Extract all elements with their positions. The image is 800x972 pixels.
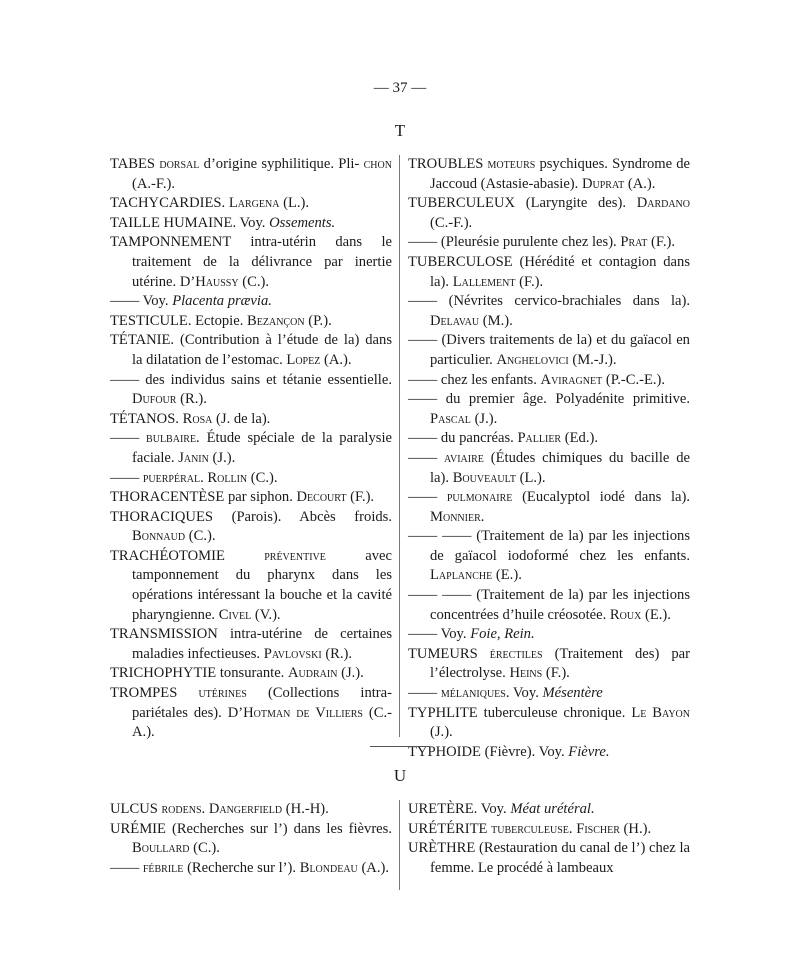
- entry-term: TYPHLITE: [408, 704, 478, 721]
- index-entry: [408, 449, 690, 488]
- entry-tail: (E.).: [644, 606, 671, 623]
- entry-author: Pascal: [430, 410, 471, 427]
- entry-rest: (Hérédité et contagion dans la).: [430, 253, 690, 290]
- entry-author: Duprat: [581, 175, 625, 192]
- entry-tail: (J.).: [474, 410, 498, 427]
- index-entry: [110, 312, 392, 332]
- index-entry: [110, 547, 392, 625]
- entry-term: TUMEURS: [408, 645, 478, 662]
- entry-term: ——: [408, 626, 438, 643]
- entry-italic: Ossements.: [269, 214, 336, 231]
- entry-italic: Placenta prævia.: [172, 293, 272, 310]
- entry-author: Monnier.: [430, 508, 485, 525]
- index-entry: [408, 155, 690, 194]
- entry-term: —— ——: [408, 587, 472, 604]
- entry-term: ——: [110, 430, 140, 447]
- entry-term: ——: [408, 391, 438, 408]
- entry-tail: (Ed.).: [564, 430, 598, 447]
- index-entry: [110, 859, 392, 879]
- index-entry: [110, 508, 392, 547]
- index-entry: [408, 429, 690, 449]
- entry-author: D’Hotman de Villiers: [227, 704, 363, 721]
- entry-author: Lopez: [286, 351, 321, 368]
- entry-rest: (Traitement de la) par les injections concentrées d’huile créosotée.: [430, 587, 690, 623]
- entry-author: Prat: [620, 234, 648, 251]
- entry-term: ——: [110, 859, 140, 876]
- entry-author: Roux: [609, 606, 642, 623]
- entry-term: TYPHOIDE: [408, 743, 481, 760]
- entry-tail: (A.-F.).: [132, 175, 176, 192]
- entry-author: Audrain: [287, 665, 338, 682]
- entry-author: Dardano: [636, 195, 691, 212]
- index-entry: [408, 704, 690, 743]
- entry-tail: (M.-J.).: [572, 351, 617, 368]
- index-entry: [110, 469, 392, 489]
- entry-rest: (Traitement de la) par les injections de gaïacol iodoformé chez les enfants.: [430, 528, 690, 564]
- entry-rest: intra-utérin dans le traitement de la délivrance par inertie utérine.: [132, 234, 392, 290]
- entry-small: pulmonaire: [446, 489, 513, 506]
- index-entry: [408, 586, 690, 625]
- entry-rest: (Restauration du canal de l’) chez la femme. Le procédé à lambeaux: [430, 840, 690, 876]
- entry-small: mélaniques.: [440, 685, 510, 702]
- entry-rest: intra-utérine de certaines maladies infectieuses.: [132, 626, 393, 662]
- entry-author: Decourt: [296, 489, 347, 506]
- entry-tail: (J.).: [341, 665, 364, 682]
- index-entry: [110, 800, 392, 820]
- index-entry: [408, 527, 690, 586]
- index-entry: [110, 194, 392, 214]
- entry-term: TAILLE HUMAINE.: [110, 214, 237, 231]
- index-entry: [408, 743, 690, 763]
- entry-tail: (F.).: [545, 665, 570, 682]
- index-entry: [408, 820, 690, 840]
- entry-rest: (Fièvre). Voy.: [484, 743, 565, 760]
- index-entry: [110, 429, 392, 468]
- entry-tail: (C.).: [250, 469, 278, 486]
- entry-tail: (C.-A.).: [132, 704, 392, 741]
- entry-rest: Ectopie.: [195, 312, 244, 329]
- section-separator: [370, 746, 430, 747]
- entry-author: Heins: [509, 665, 543, 682]
- entry-rest: Étude spéciale de la paralysie faciale.: [132, 430, 392, 466]
- entry-term: ——: [408, 685, 438, 702]
- entry-small: puerpéral.: [142, 469, 204, 486]
- entry-rest: psychiques. Syndrome de Jaccoud (Astasie-abasie).: [430, 156, 690, 192]
- entry-term: ——: [110, 371, 140, 388]
- entry-term: TRICHOPHYTIE: [110, 665, 217, 682]
- section-u-left-column: [110, 800, 392, 878]
- entry-italic: Fièvre.: [568, 743, 610, 760]
- index-entry: [110, 155, 392, 194]
- index-entry: [110, 488, 392, 508]
- entry-term: TROUBLES: [408, 156, 484, 172]
- entry-term: TUBERCULOSE: [408, 253, 513, 270]
- entry-author: Boullard: [132, 840, 190, 857]
- entry-tail: (A.).: [627, 175, 656, 192]
- entry-rest: d’origine syphilitique. Pli-: [203, 156, 360, 172]
- entry-rest: chez les enfants.: [440, 371, 537, 388]
- entry-author: Dufour: [132, 391, 177, 408]
- entry-term: THORACIQUES: [110, 508, 213, 525]
- entry-term: TRACHÉOTOMIE: [110, 547, 225, 564]
- entry-tail: (F.).: [651, 234, 675, 251]
- entry-term: TACHYCARDIES.: [110, 195, 226, 212]
- section-t-left-column: [110, 155, 392, 743]
- entry-term: ——: [408, 234, 438, 251]
- entry-tail: (F.).: [519, 273, 544, 290]
- entry-term: URETÈRE.: [408, 801, 478, 817]
- entry-author: Aviragnet: [540, 371, 603, 388]
- entry-rest: des individus sains et tétanie essentielle.: [145, 371, 392, 388]
- entry-tail: (C.).: [242, 273, 269, 290]
- index-entry: [110, 233, 392, 292]
- entry-term: ULCUS: [110, 801, 158, 817]
- entry-tail: (C.).: [188, 528, 216, 545]
- entry-author: Le Bayon: [631, 704, 690, 721]
- entry-rest: Voy.: [142, 293, 169, 310]
- entry-author: Pallier: [517, 430, 562, 447]
- entry-small: dorsal: [159, 156, 200, 172]
- entry-author: Laplanche: [430, 567, 493, 584]
- entry-tail: (P.-C.-E.).: [605, 371, 666, 388]
- entry-rest: du premier âge. Polyadénite primitive.: [445, 391, 690, 408]
- entry-tail: (L.).: [283, 195, 310, 212]
- index-entry: [408, 253, 690, 292]
- column-divider: [399, 800, 400, 890]
- index-entry: [408, 292, 690, 331]
- entry-small: bulbaire.: [146, 430, 200, 447]
- entry-tail: (L.).: [519, 469, 546, 486]
- entry-rest: (Eucalyptol iodé dans la).: [522, 489, 690, 506]
- entry-rest: du pancréas.: [440, 430, 514, 447]
- entry-tail: (C.-F.).: [430, 214, 473, 231]
- entry-tail: (C.).: [193, 840, 220, 857]
- index-entry: [110, 820, 392, 859]
- index-entry: [408, 194, 690, 233]
- entry-small: rodens.: [161, 801, 206, 817]
- entry-term: ——: [408, 293, 438, 310]
- section-t-right-column: [408, 155, 690, 762]
- entry-small: fébrile: [142, 859, 184, 876]
- entry-rest: (Divers traitements de la) et du gaïacol en particulier.: [430, 332, 690, 368]
- entry-term: TUBERCULEUX: [408, 195, 516, 212]
- entry-author: Rosa: [182, 410, 213, 427]
- entry-tail: (A.).: [361, 859, 389, 876]
- entry-author: Rollin: [207, 469, 248, 486]
- entry-term: ——: [408, 489, 438, 506]
- entry-author: Janin: [178, 449, 209, 466]
- page-number: — 37 —: [373, 80, 427, 96]
- entry-term: THORACENTÈSE: [110, 489, 225, 506]
- entry-tail: (J. de la).: [216, 410, 271, 427]
- entry-small: utérines: [198, 685, 247, 702]
- entry-small: tuberculeuse.: [491, 820, 573, 837]
- entry-term: TESTICULE.: [110, 312, 192, 329]
- entry-author: Civel: [218, 606, 252, 623]
- entry-small: érectiles: [489, 645, 543, 662]
- entry-term: TRANSMISSION: [110, 626, 218, 643]
- entry-rest: avec tamponnement du pharynx dans les opérations intéressant la bouche et la cavité pharyngienne.: [132, 547, 392, 623]
- entry-author: chon: [363, 156, 392, 172]
- entry-small: moteurs: [487, 156, 536, 172]
- entry-italic: Méat urétéral.: [510, 801, 595, 817]
- entry-tail: (H.-H).: [285, 801, 329, 817]
- entry-rest: (Parois). Abcès froids.: [231, 508, 392, 525]
- index-entry: [408, 371, 690, 391]
- section-letter-t: T: [394, 121, 406, 140]
- entry-rest: (Collections intra-pariétales des).: [132, 685, 393, 721]
- entry-author: D’Haussy: [179, 273, 239, 290]
- entry-author: Blondeau: [299, 859, 358, 876]
- entry-rest: (Pleurésie purulente chez les).: [440, 234, 617, 251]
- entry-tail: (J.).: [212, 449, 236, 466]
- entry-rest: (Laryngite des).: [525, 195, 626, 212]
- entry-small: aviaire: [444, 449, 484, 466]
- entry-small: préventive: [264, 547, 326, 564]
- entry-term: ——: [408, 371, 438, 388]
- entry-term: TÉTANIE.: [110, 332, 175, 349]
- entry-tail: (R.).: [180, 391, 207, 408]
- index-entry: [408, 645, 690, 684]
- index-entry: [110, 664, 392, 684]
- index-entry: [408, 233, 690, 253]
- section-letter-u: U: [393, 766, 407, 785]
- entry-term: ——: [408, 332, 438, 349]
- index-entry: [408, 839, 690, 878]
- entry-rest: (Contribution à l’étude de la) dans la dilatation de l’estomac.: [132, 332, 393, 368]
- entry-tail: (M.).: [482, 312, 513, 329]
- entry-term: TROMPES: [110, 685, 178, 702]
- entry-tail: (H.).: [623, 820, 652, 837]
- entry-rest: (Traitement des) par l’électrolyse.: [430, 645, 690, 682]
- entry-rest: tonsurante.: [219, 665, 285, 682]
- column-divider: [399, 155, 400, 737]
- index-entry: [408, 625, 690, 645]
- index-entry: [110, 331, 392, 370]
- entry-author: Largena: [228, 195, 280, 212]
- entry-rest: tuberculeuse chronique.: [483, 704, 626, 721]
- entry-tail: (R.).: [325, 645, 353, 662]
- entry-term: URÈTHRE: [408, 840, 476, 857]
- index-entry: [408, 684, 690, 704]
- index-entry: [110, 625, 392, 664]
- entry-author: Dangerfield: [208, 801, 283, 817]
- index-entry: [110, 214, 392, 234]
- entry-rest: par siphon.: [227, 489, 293, 506]
- index-entry: [110, 371, 392, 410]
- entry-term: TABES: [110, 156, 156, 172]
- entry-tail: (V.).: [254, 606, 281, 623]
- entry-author: Lallement: [452, 273, 516, 290]
- index-entry: [408, 488, 690, 527]
- entry-rest: Voy.: [239, 214, 266, 231]
- entry-author: Bonnaud: [132, 528, 186, 545]
- section-u-right-column: [408, 800, 690, 878]
- entry-italic: Mésentère: [542, 685, 603, 702]
- entry-tail: (P.).: [308, 312, 332, 329]
- entry-author: Delavau: [430, 312, 480, 329]
- index-entry: [110, 684, 392, 743]
- entry-term: URÉMIE: [110, 820, 166, 837]
- entry-author: Fischer: [576, 820, 620, 837]
- entry-term: —— ——: [408, 528, 472, 545]
- index-entry: [408, 390, 690, 429]
- entry-term: ——: [408, 430, 438, 447]
- entry-tail: (A.).: [323, 351, 352, 368]
- index-entry: [408, 331, 690, 370]
- entry-term: ——: [408, 449, 438, 466]
- entry-rest: (Études chimiques du bacille de la).: [430, 449, 690, 486]
- entry-tail: (J.).: [430, 724, 453, 741]
- entry-term: ——: [110, 293, 140, 310]
- entry-rest: Voy.: [512, 685, 539, 702]
- entry-term: TAMPONNEMENT: [110, 234, 231, 251]
- entry-term: URÉTÉRITE: [408, 820, 488, 837]
- index-entry: [408, 800, 690, 820]
- entry-author: Bouveault: [452, 469, 516, 486]
- entry-rest: (Névrites cervico-brachiales dans la).: [448, 293, 690, 310]
- entry-author: Pavlovski: [263, 645, 322, 662]
- entry-author: Bezançon: [247, 312, 305, 329]
- entry-tail: (E.).: [495, 567, 522, 584]
- entry-italic: Foie, Rein.: [470, 626, 535, 643]
- entry-author: Anghelovici: [496, 351, 569, 368]
- entry-tail: (F.).: [350, 489, 375, 506]
- entry-rest: (Recherche sur l’).: [187, 859, 297, 876]
- entry-term: TÉTANOS.: [110, 410, 179, 427]
- index-entry: [110, 292, 392, 312]
- entry-rest: (Recherches sur l’) dans les fièvres.: [171, 820, 392, 837]
- index-entry: [110, 410, 392, 430]
- entry-rest: Voy.: [440, 626, 467, 643]
- entry-rest: Voy.: [480, 801, 507, 817]
- entry-term: ——: [110, 469, 140, 486]
